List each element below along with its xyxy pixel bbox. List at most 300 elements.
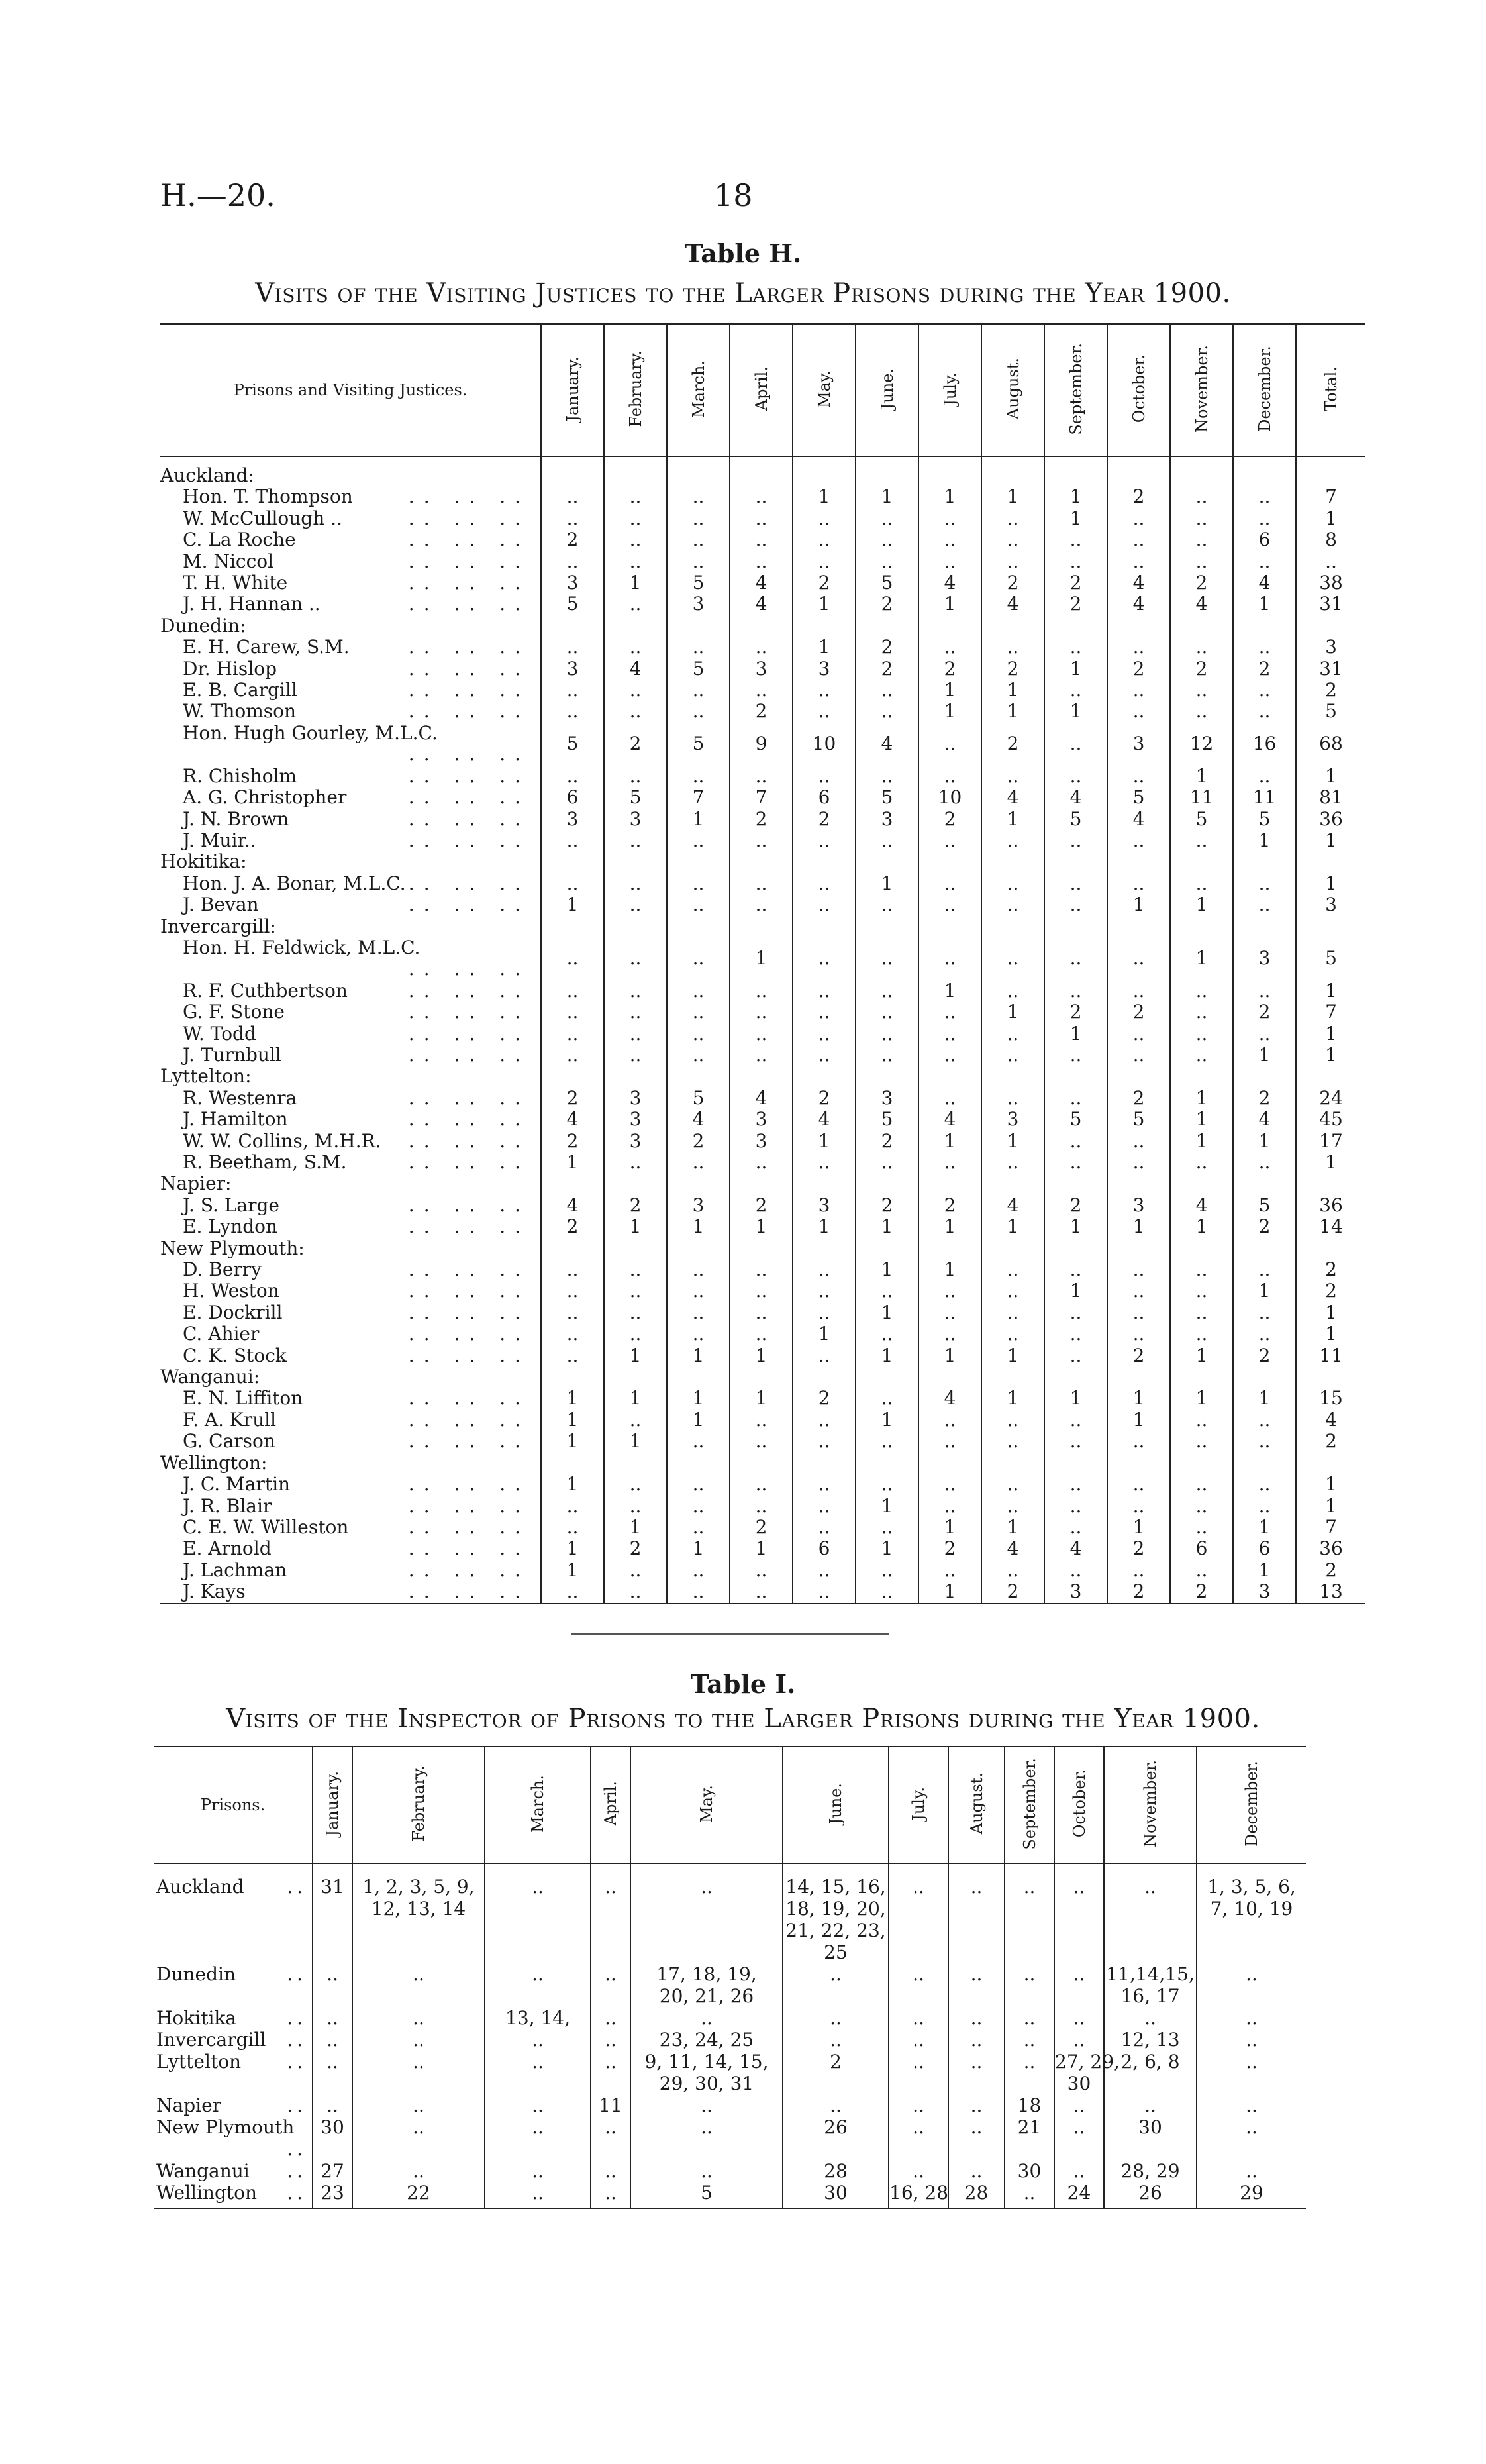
month-cell — [918, 1238, 981, 1259]
visit-count-cell: 5 — [604, 787, 667, 808]
justice-row — [160, 766, 1365, 787]
visit-count-cell: .. — [793, 1001, 856, 1023]
prison-name — [154, 2007, 313, 2029]
visit-count-cell: .. — [793, 873, 856, 894]
month-cell — [604, 1366, 667, 1388]
visit-count-cell: .. — [1107, 1496, 1170, 1517]
visit-count-cell: 6 — [1233, 1538, 1296, 1559]
justice-label: E. H. Carew, S.M. — [183, 636, 350, 658]
visit-count-cell: .. — [541, 1280, 604, 1302]
total-cell: 15 — [1296, 1388, 1365, 1409]
visit-count-cell: .. — [981, 1410, 1044, 1431]
visit-count-cell: .. — [1044, 1302, 1107, 1323]
visit-count-cell: 2 — [604, 1195, 667, 1216]
total-cell — [1296, 615, 1365, 637]
column-header-prisons: Prisons. — [154, 1747, 313, 1863]
visit-count-cell: 1 — [604, 1345, 667, 1366]
visit-count-cell: 1 — [981, 680, 1044, 701]
visit-count-cell: 5 — [1170, 809, 1233, 830]
visit-count-cell: 1 — [981, 1001, 1044, 1023]
visit-count-cell: 2 — [604, 1538, 667, 1559]
visit-count-cell: .. — [1107, 980, 1170, 1001]
justice-name — [160, 873, 541, 894]
visit-count-cell: .. — [541, 980, 604, 1001]
visit-days-cell: .. — [783, 1963, 889, 2007]
visit-count-cell: 2 — [541, 1088, 604, 1109]
month-cell — [730, 1238, 793, 1259]
justice-label: J. Muir.. — [183, 829, 256, 851]
visit-count-cell: 1 — [918, 1517, 981, 1538]
prison-label: Napier: — [160, 1172, 232, 1195]
visit-count-cell: 4 — [793, 1109, 856, 1130]
visit-count-cell: .. — [856, 551, 918, 572]
visit-count-cell: .. — [1233, 701, 1296, 722]
leader-dots: .. .. .. — [408, 1559, 530, 1581]
visit-count-cell: .. — [604, 1280, 667, 1302]
total-cell: 68 — [1296, 723, 1365, 766]
month-cell — [730, 1173, 793, 1194]
visit-count-cell: .. — [1107, 637, 1170, 658]
visit-count-cell: 1 — [604, 1431, 667, 1452]
visit-count-cell: .. — [981, 1088, 1044, 1109]
justice-label: J. N. Brown — [183, 807, 289, 830]
justice-name — [160, 723, 541, 766]
visit-count-cell: .. — [793, 1259, 856, 1280]
visit-count-cell: .. — [667, 1280, 730, 1302]
justice-row — [160, 894, 1365, 915]
month-cell — [856, 1066, 918, 1087]
visit-count-cell: 3 — [1107, 723, 1170, 766]
visit-count-cell: 1 — [981, 701, 1044, 722]
visit-count-cell: 4 — [918, 1109, 981, 1130]
visit-count-cell: 2 — [541, 1216, 604, 1237]
month-cell — [1044, 916, 1107, 937]
month-cell — [793, 916, 856, 937]
justice-name — [160, 508, 541, 529]
visit-count-cell: .. — [604, 1302, 667, 1323]
visit-count-cell: 10 — [918, 787, 981, 808]
month-label: August. — [967, 1772, 986, 1835]
month-label: July. — [909, 1786, 928, 1821]
visit-days-cell: .. — [1197, 1963, 1306, 2007]
visit-count-cell: .. — [667, 1517, 730, 1538]
month-cell — [1170, 851, 1233, 872]
total-cell: 1 — [1296, 1496, 1365, 1517]
visit-count-cell: .. — [856, 508, 918, 529]
visit-count-cell: 1 — [1170, 1388, 1233, 1409]
visit-count-cell: .. — [730, 1410, 793, 1431]
visit-count-cell: .. — [1170, 1302, 1233, 1323]
visit-count-cell: 4 — [541, 1109, 604, 1130]
total-cell — [1296, 851, 1365, 872]
justice-row — [160, 1045, 1365, 1066]
month-cell — [730, 615, 793, 637]
visit-days-cell: .. — [485, 2160, 591, 2182]
visit-count-cell: 1 — [793, 1131, 856, 1152]
leader-dots: .. .. .. — [408, 1430, 530, 1453]
justice-row — [160, 1259, 1365, 1280]
month-cell — [730, 1066, 793, 1087]
column-header-month — [730, 324, 793, 456]
visit-count-cell: 5 — [541, 593, 604, 615]
justice-name — [160, 980, 541, 1001]
visit-count-cell: .. — [730, 766, 793, 787]
prison-name — [160, 456, 541, 486]
visit-days-cell: .. — [948, 2007, 1005, 2029]
visit-days-cell: .. — [485, 2094, 591, 2116]
justice-name — [160, 637, 541, 658]
justice-label: E. Dockrill — [183, 1301, 283, 1323]
visit-count-cell: .. — [918, 1323, 981, 1345]
prison-group-row — [160, 1238, 1365, 1259]
visit-count-cell: 4 — [981, 1538, 1044, 1559]
visit-count-cell: 2 — [1233, 658, 1296, 680]
visit-count-cell: 2 — [1233, 1001, 1296, 1023]
visit-count-cell: 2 — [918, 658, 981, 680]
visit-count-cell: .. — [730, 1581, 793, 1603]
month-cell — [856, 1173, 918, 1194]
visit-count-cell: 1 — [1170, 1131, 1233, 1152]
month-label: January. — [563, 356, 582, 422]
justice-row — [160, 1216, 1365, 1237]
month-cell — [1170, 916, 1233, 937]
visit-count-cell: .. — [1170, 1496, 1233, 1517]
visit-count-cell: .. — [1107, 1302, 1170, 1323]
visit-count-cell: .. — [918, 1496, 981, 1517]
leader-dots: .. — [287, 1963, 307, 1985]
month-cell — [1107, 1066, 1170, 1087]
visit-count-cell: .. — [1170, 1280, 1233, 1302]
visit-count-cell: .. — [1170, 980, 1233, 1001]
visit-count-cell: 2 — [1044, 572, 1107, 593]
visit-count-cell: 3 — [541, 658, 604, 680]
justice-row — [160, 508, 1365, 529]
visit-count-cell: 4 — [730, 572, 793, 593]
prison-name — [160, 1238, 541, 1259]
month-cell — [667, 1066, 730, 1087]
justice-row — [160, 658, 1365, 680]
visit-days-cell: .. — [485, 1863, 591, 1963]
visit-count-cell: 1 — [793, 486, 856, 507]
visit-count-cell: .. — [981, 1560, 1044, 1581]
month-cell — [1107, 1173, 1170, 1194]
month-cell — [1044, 851, 1107, 872]
table-body — [154, 1863, 1306, 2208]
month-cell — [730, 851, 793, 872]
total-cell — [1296, 1173, 1365, 1194]
visit-count-cell: .. — [1233, 1302, 1296, 1323]
justice-name — [160, 1388, 541, 1409]
month-label: December. — [1255, 346, 1274, 432]
total-cell: 4 — [1296, 1410, 1365, 1431]
visit-days-cell: 1, 2, 3, 5, 9, 12, 13, 14 — [352, 1863, 485, 1963]
total-cell: 3 — [1296, 894, 1365, 915]
visit-count-cell: .. — [541, 508, 604, 529]
justice-label: J. Hamilton — [183, 1108, 288, 1131]
prison-group-row — [160, 1066, 1365, 1087]
total-cell: 38 — [1296, 572, 1365, 593]
prison-label: Dunedin — [156, 1963, 236, 1985]
visit-count-cell: .. — [793, 1517, 856, 1538]
month-cell — [1170, 1366, 1233, 1388]
visit-count-cell: 1 — [1233, 1388, 1296, 1409]
justice-row — [160, 1474, 1365, 1495]
month-cell — [1107, 615, 1170, 637]
visit-count-cell: 1 — [1044, 1280, 1107, 1302]
leader-dots: .. .. .. — [408, 979, 530, 1001]
visit-count-cell: 2 — [1107, 1345, 1170, 1366]
month-label: February. — [626, 350, 645, 427]
visit-days-cell: .. — [313, 2094, 352, 2116]
visit-count-cell: .. — [667, 1045, 730, 1066]
visit-count-cell: 12 — [1170, 723, 1233, 766]
visit-count-cell: .. — [1170, 1323, 1233, 1345]
visit-count-cell: 6 — [1170, 1538, 1233, 1559]
justice-name — [160, 1410, 541, 1431]
visit-count-cell: 11 — [1233, 787, 1296, 808]
visit-days-cell: .. — [1054, 2007, 1104, 2029]
visit-count-cell: 2 — [604, 723, 667, 766]
visit-count-cell: .. — [918, 1431, 981, 1452]
justice-label: C. E. W. Willeston — [183, 1515, 349, 1538]
prison-label: Invercargill: — [160, 915, 276, 937]
visit-days-cell: .. — [1104, 2094, 1197, 2116]
total-cell: 1 — [1296, 873, 1365, 894]
visit-count-cell: .. — [1107, 1323, 1170, 1345]
month-cell — [667, 1366, 730, 1388]
visit-count-cell: 2 — [1107, 1581, 1170, 1603]
visit-count-cell: 1 — [667, 1345, 730, 1366]
month-cell — [856, 1453, 918, 1474]
visit-count-cell: .. — [1233, 1023, 1296, 1045]
visit-count-cell: .. — [1170, 680, 1233, 701]
month-cell — [667, 1173, 730, 1194]
visit-count-cell: .. — [793, 680, 856, 701]
month-cell — [604, 456, 667, 486]
visit-days-cell: .. — [783, 2007, 889, 2029]
visit-count-cell: 3 — [604, 809, 667, 830]
prison-name — [160, 916, 541, 937]
visit-days-cell: .. — [313, 2029, 352, 2051]
visit-count-cell: .. — [1170, 1560, 1233, 1581]
visit-count-cell: .. — [541, 551, 604, 572]
month-label: June. — [826, 1782, 845, 1825]
total-cell: 3 — [1296, 637, 1365, 658]
month-cell — [541, 456, 604, 486]
total-cell: 31 — [1296, 593, 1365, 615]
visit-count-cell: .. — [1044, 937, 1107, 980]
visit-count-cell: .. — [918, 1152, 981, 1173]
month-cell — [793, 1238, 856, 1259]
visit-count-cell: 2 — [856, 1195, 918, 1216]
visit-count-cell: .. — [981, 1259, 1044, 1280]
prison-name — [154, 1963, 313, 2007]
visit-days-cell: .. — [1104, 2007, 1197, 2029]
visit-count-cell: .. — [604, 593, 667, 615]
visit-count-cell: .. — [1170, 508, 1233, 529]
prison-label: New Plymouth — [156, 2116, 295, 2138]
column-header-month — [783, 1747, 889, 1863]
visit-days-cell: 21 — [1005, 2116, 1054, 2160]
visit-count-cell: .. — [856, 701, 918, 722]
justice-row — [160, 1109, 1365, 1130]
total-cell: 45 — [1296, 1109, 1365, 1130]
visit-count-cell: .. — [918, 766, 981, 787]
visit-days-cell: .. — [352, 2007, 485, 2029]
visit-count-cell: .. — [981, 508, 1044, 529]
total-cell: 11 — [1296, 1345, 1365, 1366]
visit-count-cell: 1 — [667, 1538, 730, 1559]
visit-count-cell: 1 — [1170, 894, 1233, 915]
visit-count-cell: .. — [1170, 873, 1233, 894]
prison-label: Auckland — [156, 1876, 244, 1898]
visit-count-cell: .. — [1044, 680, 1107, 701]
total-cell — [1296, 1066, 1365, 1087]
month-cell — [604, 1066, 667, 1087]
visit-count-cell: 1 — [667, 1216, 730, 1237]
visit-days-cell: .. — [1005, 2182, 1054, 2208]
total-cell: 2 — [1296, 1280, 1365, 1302]
justice-label: F. A. Krull — [183, 1408, 277, 1431]
visit-count-cell: .. — [541, 1259, 604, 1280]
visit-count-cell: .. — [604, 830, 667, 851]
visit-count-cell: .. — [1170, 830, 1233, 851]
month-cell — [856, 456, 918, 486]
visit-days-cell: .. — [1197, 2051, 1306, 2094]
visit-count-cell: .. — [604, 1152, 667, 1173]
total-cell: 24 — [1296, 1088, 1365, 1109]
leader-dots: .. .. .. — [408, 1515, 530, 1538]
visit-days-cell: .. — [783, 2029, 889, 2051]
month-cell — [604, 1238, 667, 1259]
visit-days-cell: .. — [630, 2007, 783, 2029]
visit-count-cell: .. — [1107, 1152, 1170, 1173]
visit-count-cell: 1 — [1170, 1216, 1233, 1237]
column-header-month — [591, 1747, 630, 1863]
visit-days-cell: .. — [313, 2051, 352, 2094]
column-header-month — [1197, 1747, 1306, 1863]
month-cell — [981, 916, 1044, 937]
visit-count-cell: 1 — [1233, 1560, 1296, 1581]
month-cell — [1107, 456, 1170, 486]
visit-count-cell: 1 — [604, 1388, 667, 1409]
leader-dots: .. .. .. — [408, 1129, 530, 1152]
visit-count-cell: 3 — [793, 658, 856, 680]
page-number: 18 — [714, 178, 753, 213]
visit-count-cell: 2 — [1107, 1088, 1170, 1109]
visit-count-cell: .. — [1107, 873, 1170, 894]
justice-row — [160, 1410, 1365, 1431]
visit-count-cell: .. — [918, 1302, 981, 1323]
month-cell — [1233, 1066, 1296, 1087]
visit-count-cell: 1 — [1233, 593, 1296, 615]
justice-name — [160, 680, 541, 701]
month-cell — [918, 851, 981, 872]
visit-count-cell: 1 — [918, 1259, 981, 1280]
justice-name — [160, 1045, 541, 1066]
visit-count-cell: 1 — [918, 1345, 981, 1366]
visit-count-cell: .. — [981, 529, 1044, 550]
prison-row — [154, 1863, 1306, 1963]
visit-count-cell: .. — [667, 1431, 730, 1452]
column-header-name: Prisons and Visiting Justices. — [160, 324, 541, 456]
leader-dots: .. .. .. — [408, 764, 530, 787]
leader-dots: .. — [287, 2007, 307, 2029]
prison-row — [154, 2007, 1306, 2029]
month-cell — [541, 1453, 604, 1474]
visit-count-cell: .. — [1170, 1410, 1233, 1431]
leader-dots: .. .. .. — [408, 1151, 530, 1173]
visit-count-cell: .. — [1044, 637, 1107, 658]
visit-days-cell: 11,14,15, 16, 17 — [1104, 1963, 1197, 2007]
visit-count-cell: .. — [1233, 1410, 1296, 1431]
column-header-month — [889, 1747, 948, 1863]
visit-count-cell: .. — [793, 508, 856, 529]
visit-count-cell: .. — [1044, 1045, 1107, 1066]
prison-label: Invercargill — [156, 2029, 266, 2051]
visit-days-cell: 14, 15, 16, 18, 19, 20, 21, 22, 23, 25 — [783, 1863, 889, 1963]
visit-count-cell: .. — [1170, 1001, 1233, 1023]
visit-count-cell: .. — [1107, 1259, 1170, 1280]
visit-count-cell: 3 — [981, 1109, 1044, 1130]
justice-row — [160, 486, 1365, 507]
prison-group-row — [160, 456, 1365, 486]
visit-count-cell: 5 — [856, 1109, 918, 1130]
justice-row — [160, 701, 1365, 722]
visit-count-cell: .. — [730, 680, 793, 701]
leader-dots: .. .. .. — [408, 1387, 530, 1410]
visit-count-cell: 5 — [1233, 1195, 1296, 1216]
justice-label: E. B. Cargill — [183, 679, 297, 701]
month-cell — [856, 851, 918, 872]
visit-count-cell: 4 — [730, 1088, 793, 1109]
visit-count-cell: 9 — [730, 723, 793, 766]
visit-count-cell: .. — [918, 723, 981, 766]
prison-label: Wanganui — [156, 2160, 250, 2182]
visit-days-cell: .. — [352, 2051, 485, 2094]
leader-dots: .. .. .. — [408, 550, 530, 572]
visit-count-cell: 1 — [856, 486, 918, 507]
visit-count-cell: .. — [667, 701, 730, 722]
month-cell — [856, 1238, 918, 1259]
visit-count-cell: .. — [793, 1560, 856, 1581]
visit-count-cell: .. — [793, 1345, 856, 1366]
total-cell: 2 — [1296, 1259, 1365, 1280]
visit-count-cell: .. — [1044, 723, 1107, 766]
month-label: November. — [1141, 1760, 1160, 1847]
month-cell — [1107, 916, 1170, 937]
visit-count-cell: .. — [793, 937, 856, 980]
visit-count-cell: .. — [604, 873, 667, 894]
justice-name — [160, 593, 541, 615]
visit-count-cell: .. — [667, 680, 730, 701]
visit-count-cell: 5 — [667, 723, 730, 766]
visit-count-cell: .. — [1044, 529, 1107, 550]
justice-name — [160, 1496, 541, 1517]
visit-count-cell: 5 — [541, 723, 604, 766]
visit-count-cell: .. — [981, 980, 1044, 1001]
justice-row — [160, 1496, 1365, 1517]
month-cell — [793, 615, 856, 637]
visit-count-cell: .. — [730, 1474, 793, 1495]
visit-count-cell: .. — [541, 937, 604, 980]
visit-count-cell: .. — [856, 1045, 918, 1066]
visit-days-cell: 2, 6, 8 — [1104, 2051, 1197, 2094]
visit-days-cell: .. — [485, 2116, 591, 2160]
visit-days-cell: .. — [889, 2116, 948, 2160]
month-cell — [918, 615, 981, 637]
visit-count-cell: 3 — [856, 1088, 918, 1109]
